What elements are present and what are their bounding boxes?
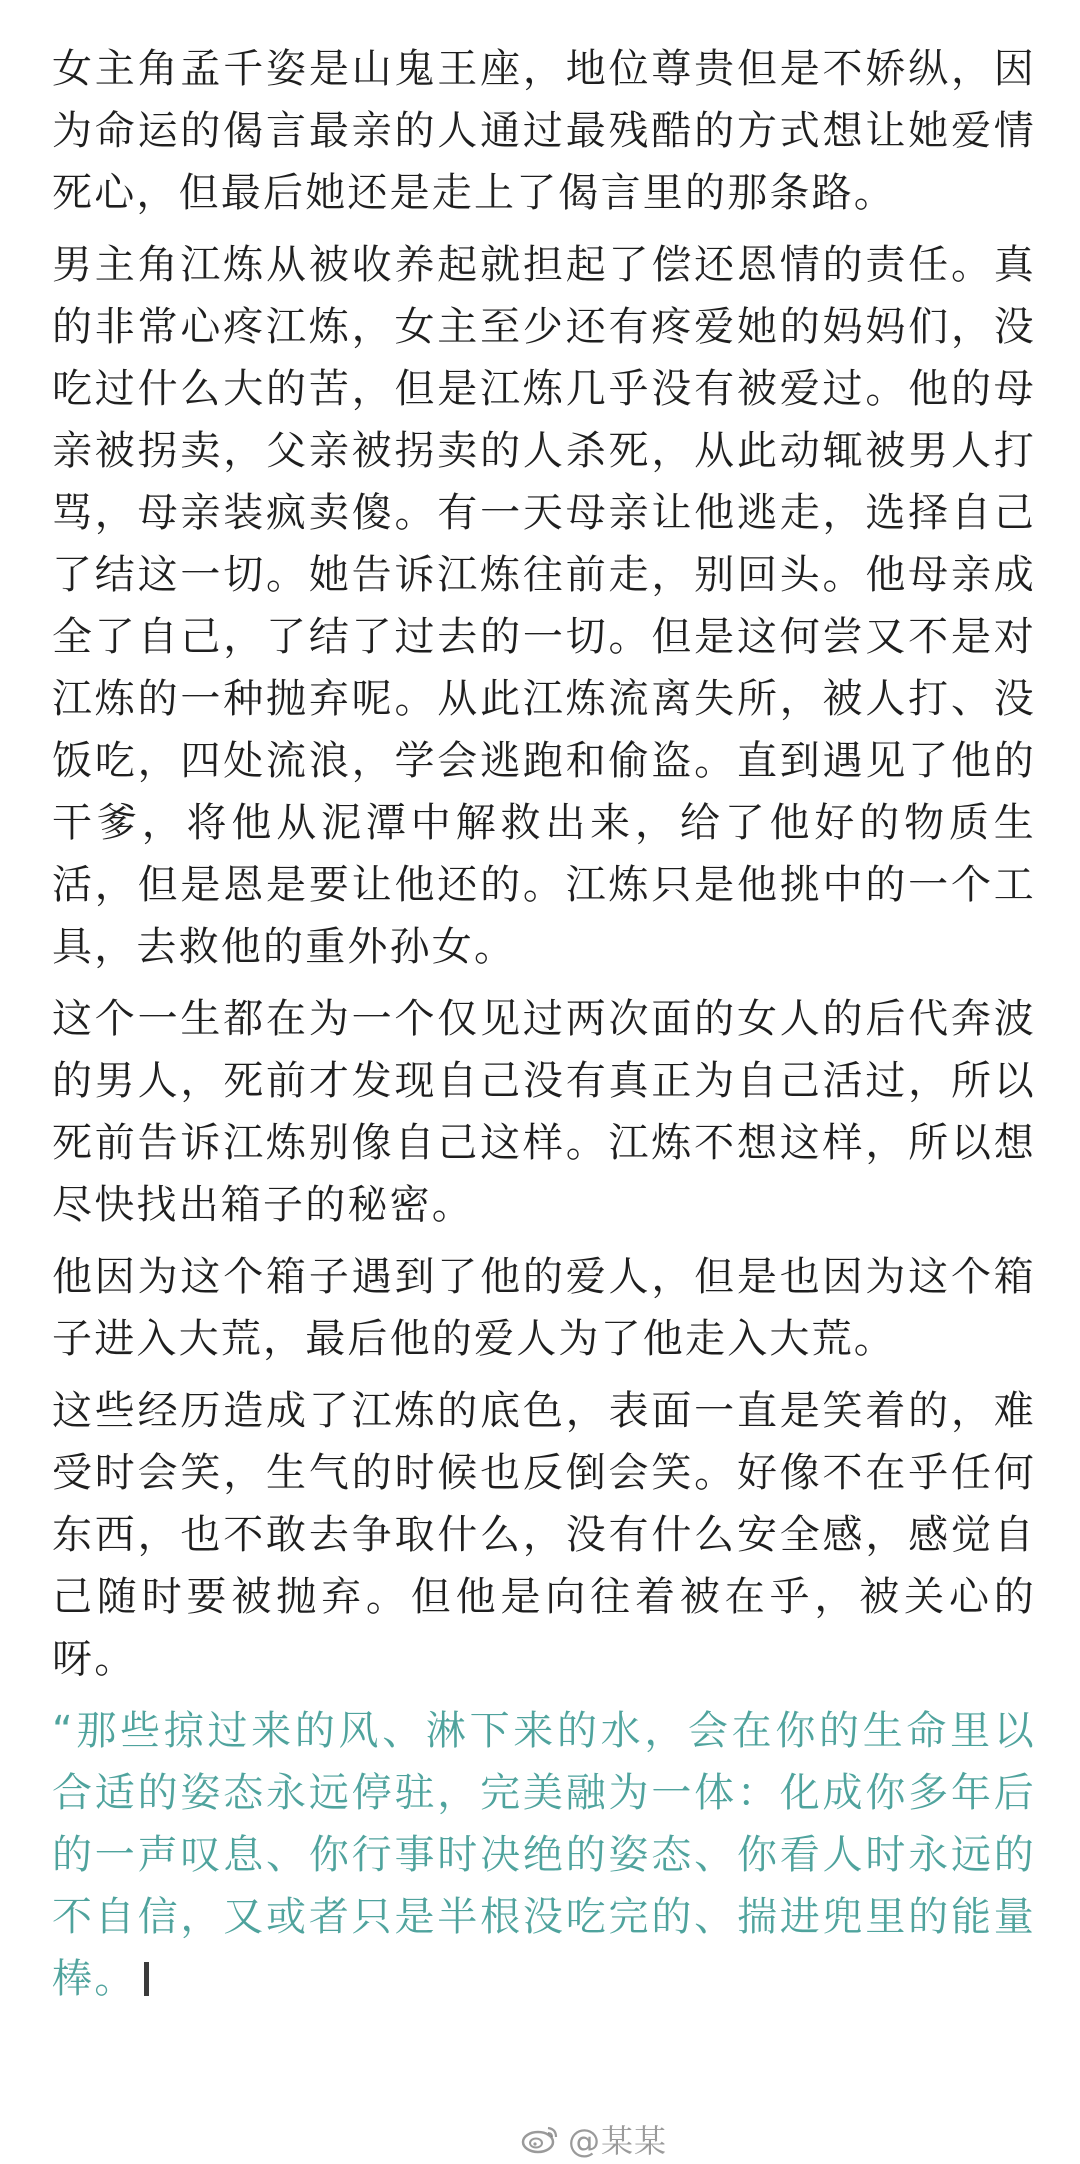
paragraph-2: 男主角江炼从被收养起就担起了偿还恩情的责任。真的非常心疼江炼，女主至少还有疼爱她的妈妈们，没吃过什么大的苦，但是江炼几乎没有被爱过。他的母亲被拐卖，父亲被拐卖的人杀死，从此动辄被男人打骂，母亲装疯卖傻。有一天母亲让他逃走，选择自己了结这一切。她告诉江炼往前走，别回头。他母亲成全了自己，了结了过去的一切。但是这何尝又不是对江炼的一种抛弃呢。从此江炼流离失所，被人打、没饭吃，四处流浪，学会逃跑和偷盗。直到遇见了他的干爹，将他从泥潭中解救出来，给了他好的物质生活，但是恩是要让他还的。江炼只是他挑中的一个工具，去救他的重外孙女。 bbox=[52, 242, 1036, 970]
paragraph-5: 这些经历造成了江炼的底色，表面一直是笑着的，难受时会笑，生气的时候也反倒会笑。好像不在乎任何东西，也不敢去争取什么，没有什么安全感，感觉自己随时要被抛弃。但他是向往着被在乎，被关心的呀。 bbox=[52, 1388, 1036, 1682]
text-cursor-icon bbox=[144, 1962, 149, 1996]
paragraph-3: 这个一生都在为一个仅见过两次面的女人的后代奔波的男人，死前才发现自己没有真正为自己活过，所以死前告诉江炼别像自己这样。江炼不想这样，所以想尽快找出箱子的秘密。 bbox=[52, 996, 1036, 1228]
paragraph-4: 他因为这个箱子遇到了他的爱人，但是也因为这个箱子进入大荒，最后他的爱人为了他走入大荒。 bbox=[52, 1254, 1036, 1362]
paragraph-1: 女主角孟千姿是山鬼王座，地位尊贵但是不娇纵，因为命运的偈言最亲的人通过最残酷的方式想让她爱情死心，但最后她还是走上了偈言里的那条路。 bbox=[52, 46, 1036, 216]
quote-paragraph bbox=[52, 1700, 1036, 2010]
watermark bbox=[520, 2116, 667, 2162]
weibo-icon bbox=[520, 2123, 560, 2155]
quote-text: “那些掠过来的风、淋下来的水，会在你的生命里以合适的姿态永远停驻，完美融为一体：化成你多年后的一声叹息、你行事时决绝的姿态、你看人时永远的不自信，又或者只是半根没吃完的、揣进兜里的能量棒。 bbox=[52, 1708, 1036, 2002]
watermark-text: @某某 bbox=[568, 2122, 668, 2160]
